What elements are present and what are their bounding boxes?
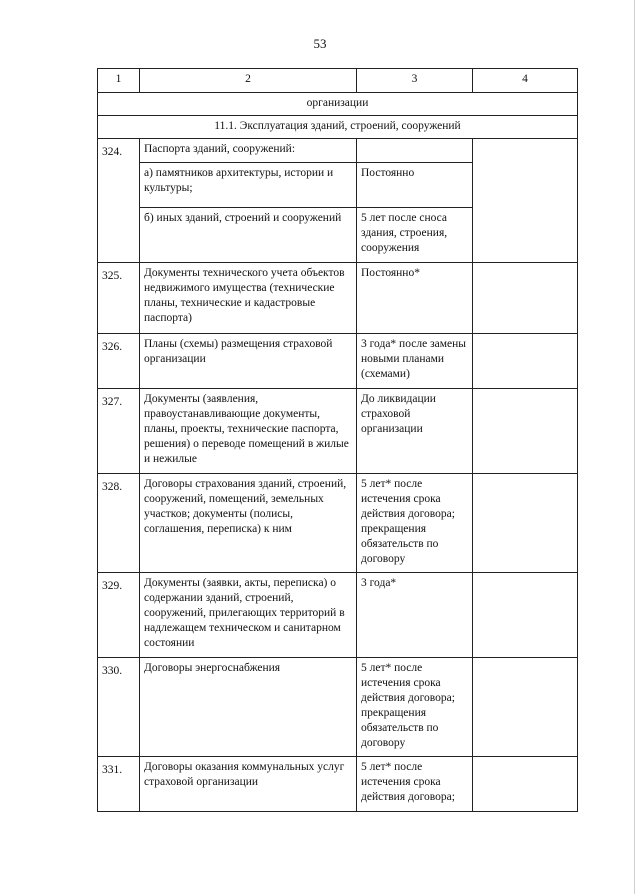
subrow-doc: а) памятников архитектуры, истории и культуры; <box>140 163 357 208</box>
table-row <box>98 139 578 163</box>
header-cell-3: 3 <box>357 69 473 93</box>
subrow-term: 5 лет после сноса здания, строения, сооружения <box>357 208 473 263</box>
table-row <box>98 334 578 389</box>
table-row <box>98 573 578 658</box>
row-doc: Планы (схемы) размещения страховой организации <box>140 334 357 389</box>
row-note <box>473 474 578 573</box>
header-cell-4: 4 <box>473 69 578 93</box>
table-row <box>98 474 578 573</box>
row-note <box>473 139 578 263</box>
header-cell-2: 2 <box>140 69 357 93</box>
row-note <box>473 389 578 474</box>
row-number: 330. <box>98 658 140 757</box>
nomenclature-table <box>97 68 578 812</box>
section-row-organization <box>98 93 578 116</box>
section-row-subsection <box>98 116 578 139</box>
row-doc: Документы (заявления, правоустанавливающие документы, планы, проекты, технические паспорта, решения) о переводе помещений в жилые и нежилые <box>140 389 357 474</box>
subrow-term: Постоянно <box>357 163 473 208</box>
table-row <box>98 658 578 757</box>
row-number: 331. <box>98 757 140 812</box>
row-number: 325. <box>98 263 140 334</box>
row-number: 324. <box>98 139 140 263</box>
table-row <box>98 389 578 474</box>
row-note <box>473 573 578 658</box>
table-row <box>98 263 578 334</box>
row-number: 326. <box>98 334 140 389</box>
table-header-row <box>98 69 578 93</box>
row-title: Паспорта зданий, сооружений: <box>140 139 357 163</box>
row-term: 3 года* <box>357 573 473 658</box>
scan-edge-line <box>634 0 635 894</box>
row-doc: Договоры оказания коммунальных услуг страховой организации <box>140 757 357 812</box>
row-term: 5 лет* после истечения срока действия договора; <box>357 757 473 812</box>
row-note <box>473 658 578 757</box>
row-term: 3 года* после замены новыми планами (схемами) <box>357 334 473 389</box>
subrow-doc: б) иных зданий, строений и сооружений <box>140 208 357 263</box>
row-number: 327. <box>98 389 140 474</box>
table-row <box>98 757 578 812</box>
row-note <box>473 263 578 334</box>
row-note <box>473 334 578 389</box>
row-doc: Договоры энергоснабжения <box>140 658 357 757</box>
row-doc: Документы (заявки, акты, переписка) о содержании зданий, строений, сооружений, прилегающих территорий в надлежащем техническом и санитарном состоянии <box>140 573 357 658</box>
row-note <box>473 757 578 812</box>
row-term: 5 лет* после истечения срока действия договора; прекращения обязательств по договору <box>357 474 473 573</box>
row-term <box>357 139 473 163</box>
section-title-organization: организации <box>98 93 578 116</box>
row-doc: Документы технического учета объектов недвижимого имущества (технические планы, технические и кадастровые паспорта) <box>140 263 357 334</box>
row-term: Постоянно* <box>357 263 473 334</box>
row-term: До ликвидации страховой организации <box>357 389 473 474</box>
subsection-title: 11.1. Эксплуатация зданий, строений, сооружений <box>98 116 578 139</box>
row-number: 329. <box>98 573 140 658</box>
page-number: 53 <box>313 36 327 51</box>
row-doc: Договоры страхования зданий, строений, сооружений, помещений, земельных участков; документы (полисы, соглашения, переписка) к ним <box>140 474 357 573</box>
row-term: 5 лет* после истечения срока действия договора; прекращения обязательств по договору <box>357 658 473 757</box>
header-cell-1: 1 <box>98 69 140 93</box>
row-number: 328. <box>98 474 140 573</box>
